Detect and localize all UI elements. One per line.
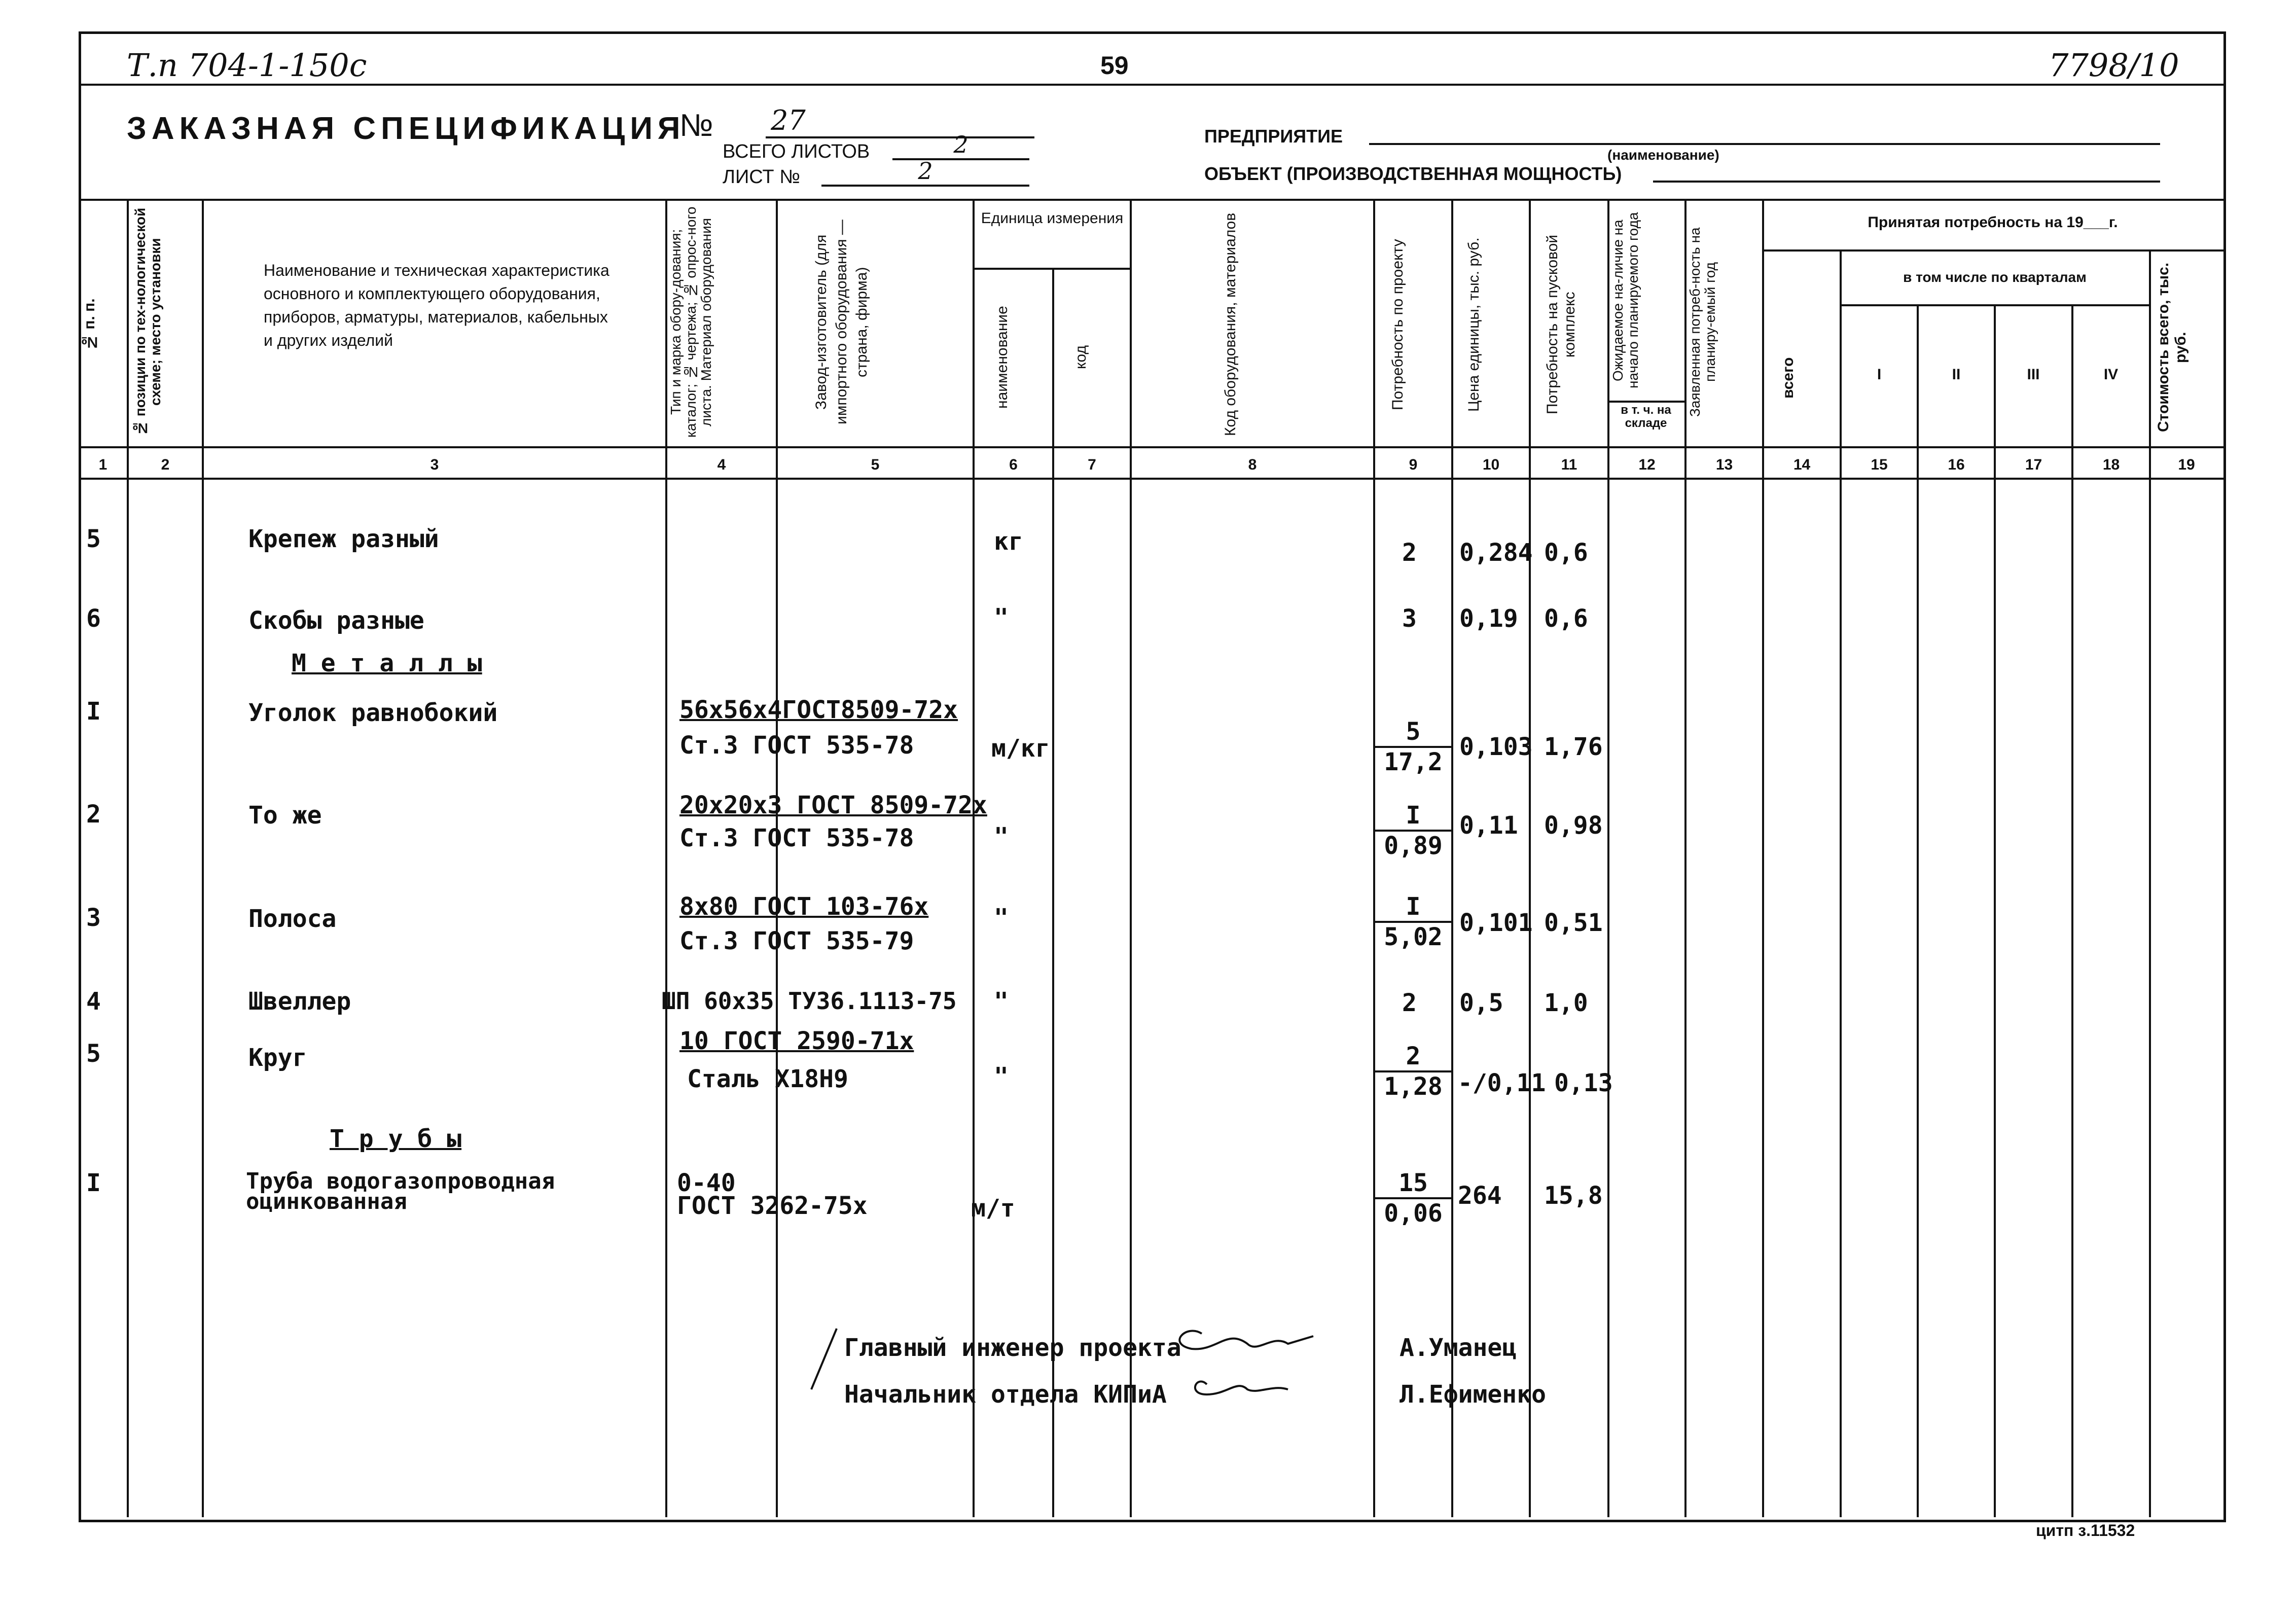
row-need-den: 0,89 bbox=[1384, 832, 1443, 860]
colnum-14: 14 bbox=[1793, 456, 1811, 473]
row-need-fraction bbox=[1375, 718, 1451, 776]
print-stamp: цитп з.11532 bbox=[2036, 1521, 2135, 1540]
department-head-name: Л.Ефименко bbox=[1400, 1380, 1546, 1409]
header-q3: III bbox=[2027, 366, 2040, 383]
colnum-8: 8 bbox=[1248, 456, 1257, 473]
row-type: 56x56x4ГОСТ8509-72x bbox=[679, 696, 958, 724]
row-unit: " bbox=[994, 822, 1009, 851]
header-c11: Потребность на пусковой комплекс bbox=[1544, 234, 1578, 415]
col-line bbox=[1684, 199, 1687, 1517]
row-start: 0,98 bbox=[1544, 811, 1603, 840]
row-name: Полоса bbox=[248, 905, 337, 933]
header-q4: IV bbox=[2103, 366, 2119, 383]
header-q2: II bbox=[1952, 366, 1961, 383]
row-need-den: 5,02 bbox=[1384, 923, 1443, 951]
colnum-13: 13 bbox=[1715, 456, 1733, 473]
row-name: Швеллер bbox=[248, 987, 351, 1016]
row-need: 2 bbox=[1402, 989, 1417, 1017]
spec-number: 27 bbox=[766, 104, 1034, 138]
header-c12b: в т. ч. на складе bbox=[1621, 403, 1671, 430]
title-divider bbox=[79, 84, 2223, 86]
row-type: 10 ГОСТ 2590-71x bbox=[679, 1027, 914, 1055]
name-hint: (наименование) bbox=[1607, 147, 1719, 163]
row-num: 5 bbox=[86, 525, 101, 553]
row-start: 0,51 bbox=[1544, 909, 1603, 937]
chief-engineer-name: А.Уманец bbox=[1400, 1334, 1517, 1362]
row-start: 0,6 bbox=[1544, 604, 1588, 633]
row-price: 0,5 bbox=[1459, 989, 1503, 1017]
colnum-7: 7 bbox=[1088, 456, 1096, 473]
header-c10: Цена единицы, тыс. руб. bbox=[1465, 237, 1482, 412]
header-c14: всего bbox=[1780, 357, 1797, 399]
row-need: 15 bbox=[1375, 1169, 1451, 1199]
header-c5: Завод-изготовитель (для импортного оборудования —страна, фирма) bbox=[813, 220, 870, 424]
row-material: Ст.3 ГОСТ 535-79 bbox=[679, 927, 914, 955]
header-c4: Тип и марка обору-дования; каталог; № чертежа; № опрос-ного листа. Материал оборудования bbox=[668, 206, 714, 438]
row-unit: " bbox=[994, 987, 1009, 1016]
form-title: ЗАКАЗНАЯ СПЕЦИФИКАЦИЯ bbox=[127, 111, 686, 146]
colnum-5: 5 bbox=[871, 456, 880, 473]
row-need-den: 0,06 bbox=[1384, 1199, 1443, 1228]
row-need: 5 bbox=[1375, 718, 1451, 748]
row-need-fraction bbox=[1375, 1169, 1451, 1228]
colnum-3: 3 bbox=[430, 456, 439, 473]
row-need-den: 1,28 bbox=[1384, 1072, 1443, 1101]
row-need: 2 bbox=[1375, 1042, 1451, 1072]
row-num: I bbox=[86, 697, 101, 726]
colnum-4: 4 bbox=[717, 456, 726, 473]
signature-chief bbox=[1179, 1331, 1313, 1349]
object-line bbox=[1653, 181, 2160, 183]
col-line bbox=[1762, 199, 1764, 1517]
row-material: Ст.3 ГОСТ 535-78 bbox=[679, 824, 914, 852]
colnum-9: 9 bbox=[1409, 456, 1418, 473]
header-bottom-line bbox=[79, 446, 2223, 448]
colnum-2: 2 bbox=[161, 456, 170, 473]
col-line bbox=[2149, 249, 2151, 1517]
row-price: 0,103 bbox=[1459, 733, 1533, 761]
row-start: 0,13 bbox=[1554, 1069, 1613, 1097]
row-unit: " bbox=[994, 904, 1009, 932]
row-type: 8x80 ГОСТ 103-76x bbox=[679, 892, 929, 921]
row-unit: м/кг bbox=[991, 734, 1050, 763]
sheet-code: 7798/10 bbox=[2049, 47, 2179, 84]
colnum-11: 11 bbox=[1561, 456, 1577, 473]
document-code: Т.п 704-1-150с bbox=[127, 47, 367, 84]
col-line bbox=[1994, 304, 1996, 1517]
colnum-1: 1 bbox=[98, 456, 107, 473]
header-quarters-group: в том числе по кварталам bbox=[1903, 269, 2087, 285]
colnum-12: 12 bbox=[1638, 456, 1656, 473]
row-need: I bbox=[1375, 892, 1451, 923]
header-accepted-group: Принятая потребность на 19___г. bbox=[1868, 214, 2118, 231]
enterprise-label: ПРЕДПРИЯТИЕ bbox=[1204, 126, 1343, 147]
header-c8: Код оборудования, материалов bbox=[1222, 212, 1239, 437]
header-c19: Стоимость всего, тыс. руб. bbox=[2155, 262, 2189, 433]
row-unit: " bbox=[994, 603, 1009, 632]
row-need: 3 bbox=[1402, 604, 1417, 633]
signature-slash bbox=[811, 1329, 837, 1389]
unit-subline bbox=[973, 268, 1131, 270]
sheet-label: ЛИСТ № bbox=[723, 166, 800, 188]
row-num: 6 bbox=[86, 604, 101, 633]
row-num: 5 bbox=[86, 1040, 101, 1068]
header-c12: Ожидаемое на-личие на начало планируемого года bbox=[1610, 212, 1641, 389]
row-unit: кг bbox=[994, 527, 1023, 556]
row-num: I bbox=[86, 1169, 101, 1197]
header-c9: Потребность по проекту bbox=[1389, 239, 1406, 410]
number-label: № bbox=[679, 108, 713, 143]
department-head-title: Начальник отдела КИПиА bbox=[844, 1380, 1167, 1409]
row-num: 2 bbox=[86, 800, 101, 829]
row-type: ШП 60x35 ТУ36.1113-75 bbox=[662, 987, 957, 1015]
page-number: 59 bbox=[1100, 51, 1129, 80]
col-line bbox=[1917, 304, 1919, 1517]
colnum-19: 19 bbox=[2178, 456, 2195, 473]
row-need: 2 bbox=[1402, 539, 1417, 567]
row-name: Скобы разные bbox=[248, 606, 424, 635]
row-start: 15,8 bbox=[1544, 1182, 1603, 1210]
header-c13: Заявленная потреб-ность на планиру-емый год bbox=[1687, 227, 1718, 417]
colnum-6: 6 bbox=[1009, 456, 1018, 473]
colnum-18: 18 bbox=[2102, 456, 2120, 473]
col-line bbox=[2071, 304, 2073, 1517]
row-unit: " bbox=[994, 1062, 1009, 1091]
col-line bbox=[1840, 249, 1842, 1517]
row-start: 1,0 bbox=[1544, 989, 1588, 1017]
row-num: 3 bbox=[86, 904, 101, 932]
header-c2: № позиции по тех-нологической схеме; место установки bbox=[132, 207, 163, 437]
row-material: Ст.3 ГОСТ 535-78 bbox=[679, 731, 914, 760]
total-sheets-value: 2 bbox=[892, 131, 1029, 160]
row-unit: м/т bbox=[971, 1194, 1015, 1223]
colnum-16: 16 bbox=[1948, 456, 1965, 473]
row-need-fraction bbox=[1375, 801, 1451, 860]
row-name: То же bbox=[248, 801, 322, 830]
col-line bbox=[1607, 199, 1609, 1517]
section-metals: М е т а л л ы bbox=[292, 649, 482, 677]
row-start: 1,76 bbox=[1544, 733, 1603, 761]
row-name: Крепеж разный bbox=[248, 525, 439, 553]
signature-mark bbox=[801, 1313, 1410, 1415]
colnum-17: 17 bbox=[2025, 456, 2042, 473]
row-material: Сталь X18H9 bbox=[687, 1065, 848, 1093]
colnum-15: 15 bbox=[1871, 456, 1888, 473]
row-type: 20x20x3 ГОСТ 8509-72x bbox=[679, 791, 987, 819]
row-need-den: 17,2 bbox=[1384, 748, 1443, 776]
enterprise-line bbox=[1369, 143, 2160, 145]
object-label: ОБЪЕКТ (ПРОИЗВОДСТВЕННАЯ МОЩНОСТЬ) bbox=[1204, 163, 1622, 184]
header-c1: № п. п. bbox=[81, 298, 98, 351]
col-line bbox=[1529, 199, 1531, 1517]
row-need: I bbox=[1375, 801, 1451, 832]
row-price: 0,284 bbox=[1459, 539, 1533, 567]
row-type: 0-40 bbox=[677, 1169, 736, 1197]
row-material: ГОСТ 3262-75x bbox=[677, 1192, 868, 1220]
row-name: Труба водогазопроводная оцинкованная bbox=[246, 1168, 555, 1214]
row-price: -/0,11 bbox=[1458, 1069, 1546, 1097]
row-start: 0,6 bbox=[1544, 539, 1588, 567]
row-name: Уголок равнобокий bbox=[248, 699, 498, 727]
sheet-value: 2 bbox=[821, 157, 1029, 187]
row-price: 0,11 bbox=[1459, 811, 1518, 840]
col-line bbox=[776, 199, 778, 1517]
colnum-10: 10 bbox=[1482, 456, 1500, 473]
accepted-subline bbox=[1762, 249, 2223, 252]
col-line bbox=[1451, 199, 1453, 1517]
col-line bbox=[127, 199, 129, 1517]
signature-head bbox=[1195, 1381, 1288, 1394]
col-line bbox=[202, 199, 204, 1517]
row-price: 264 bbox=[1458, 1182, 1502, 1210]
form-frame bbox=[79, 31, 2226, 1522]
header-c7: код bbox=[1072, 345, 1089, 370]
chief-engineer-title: Главный инженер проекта bbox=[844, 1334, 1181, 1362]
header-q1: I bbox=[1877, 366, 1882, 383]
colnum-bottom-line bbox=[79, 478, 2223, 480]
header-c6: наименование bbox=[994, 306, 1011, 409]
row-name: Круг bbox=[248, 1044, 307, 1072]
section-pipes: Т р у б ы bbox=[330, 1125, 462, 1153]
row-need-fraction bbox=[1375, 1042, 1451, 1101]
row-price: 0,19 bbox=[1459, 604, 1518, 633]
col-line bbox=[665, 199, 667, 1517]
row-price: 0,101 bbox=[1459, 909, 1533, 937]
c12-subline bbox=[1607, 401, 1684, 403]
header-c3: Наименование и техническая характеристика основного и комплектующего оборудования, приборов, арматуры, материалов, кабельных и других изделий bbox=[264, 261, 609, 349]
row-num: 4 bbox=[86, 987, 101, 1016]
header-top-line bbox=[79, 199, 2223, 201]
header-unit-group: Единица измерения bbox=[981, 210, 1124, 227]
row-need-fraction bbox=[1375, 892, 1451, 951]
total-sheets-label: ВСЕГО ЛИСТОВ bbox=[723, 141, 870, 162]
